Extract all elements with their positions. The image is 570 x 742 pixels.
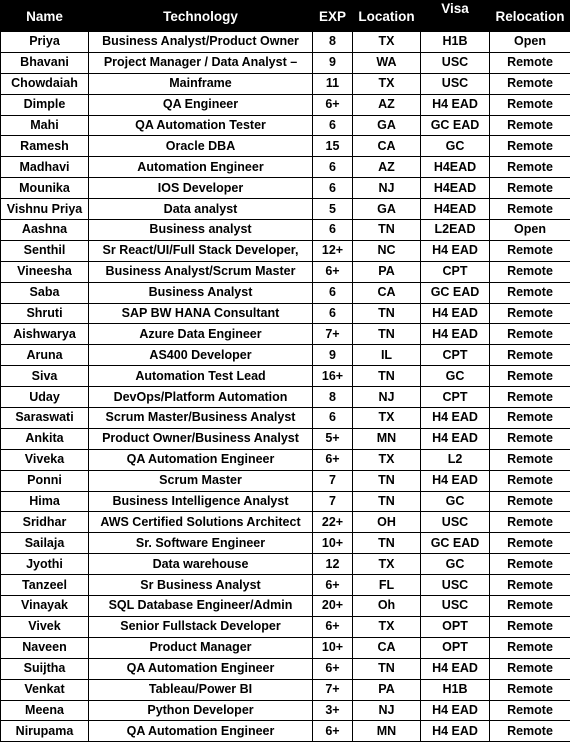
cell-name: Ankita [1,428,89,449]
cell-technology: Data warehouse [89,554,313,575]
table-row [1,616,570,637]
cell-visa: GC [421,366,490,387]
table-row [1,637,570,658]
cell-visa: CPT [421,387,490,408]
cell-name: Madhavi [1,157,89,178]
cell-name: Mounika [1,178,89,199]
cell-visa: H4 EAD [421,408,490,429]
cell-technology: Business Analyst/Product Owner [89,32,313,53]
table-row [1,32,570,53]
cell-technology: Scrum Master [89,470,313,491]
cell-technology: Python Developer [89,700,313,721]
cell-location: MN [353,721,421,742]
cell-location: TN [353,220,421,241]
cell-relocation: Remote [490,721,570,742]
cell-name: Vineesha [1,261,89,282]
header-exp: EXP [313,1,353,32]
cell-location: WA [353,52,421,73]
table-row [1,282,570,303]
cell-exp: 6+ [313,616,353,637]
cell-relocation: Remote [490,73,570,94]
cell-exp: 6 [313,282,353,303]
cell-technology: Sr. Software Engineer [89,533,313,554]
cell-relocation: Remote [490,700,570,721]
header-relocation: Relocation [490,1,570,32]
cell-visa: H4 EAD [421,658,490,679]
cell-relocation: Open [490,220,570,241]
table-row [1,428,570,449]
cell-relocation: Remote [490,52,570,73]
cell-exp: 6 [313,157,353,178]
cell-visa: GC EAD [421,533,490,554]
cell-name: Bhavani [1,52,89,73]
cell-location: TN [353,470,421,491]
cell-relocation: Remote [490,408,570,429]
table-row [1,220,570,241]
cell-technology: AWS Certified Solutions Architect [89,512,313,533]
cell-location: Oh [353,596,421,617]
cell-exp: 6 [313,408,353,429]
cell-location: IL [353,345,421,366]
cell-name: Ponni [1,470,89,491]
cell-visa: GC [421,136,490,157]
table-header [1,1,570,32]
cell-name: Aashna [1,220,89,241]
cell-relocation: Remote [490,157,570,178]
cell-relocation: Remote [490,303,570,324]
cell-name: Tanzeel [1,575,89,596]
cell-location: TN [353,491,421,512]
table-row [1,533,570,554]
cell-technology: QA Engineer [89,94,313,115]
cell-location: NJ [353,700,421,721]
cell-relocation: Remote [490,616,570,637]
cell-location: GA [353,199,421,220]
table-row [1,240,570,261]
table-row [1,554,570,575]
cell-visa: OPT [421,616,490,637]
cell-location: TX [353,408,421,429]
cell-relocation: Remote [490,324,570,345]
cell-visa: CPT [421,345,490,366]
cell-relocation: Remote [490,428,570,449]
cell-technology: DevOps/Platform Automation [89,387,313,408]
cell-name: Venkat [1,679,89,700]
cell-technology: Sr React/UI/Full Stack Developer, [89,240,313,261]
cell-relocation: Remote [490,470,570,491]
cell-technology: Business Analyst/Scrum Master [89,261,313,282]
cell-relocation: Remote [490,512,570,533]
table-row [1,449,570,470]
cell-name: Nirupama [1,721,89,742]
cell-location: TX [353,616,421,637]
cell-technology: Azure Data Engineer [89,324,313,345]
cell-relocation: Remote [490,366,570,387]
cell-exp: 6+ [313,575,353,596]
cell-visa: USC [421,52,490,73]
cell-technology: Business analyst [89,220,313,241]
table-row [1,408,570,429]
cell-exp: 6+ [313,449,353,470]
cell-relocation: Remote [490,596,570,617]
cell-name: Uday [1,387,89,408]
cell-visa: USC [421,73,490,94]
cell-location: TN [353,658,421,679]
cell-relocation: Remote [490,240,570,261]
cell-relocation: Remote [490,449,570,470]
cell-name: Shruti [1,303,89,324]
cell-exp: 7 [313,470,353,491]
cell-location: TX [353,554,421,575]
cell-exp: 11 [313,73,353,94]
cell-location: TX [353,449,421,470]
cell-visa: H1B [421,32,490,53]
table-row [1,721,570,742]
cell-location: NJ [353,178,421,199]
cell-visa: H4 EAD [421,94,490,115]
cell-visa: GC EAD [421,282,490,303]
table-row [1,303,570,324]
cell-exp: 8 [313,387,353,408]
table-row [1,387,570,408]
table-row [1,491,570,512]
cell-visa: H4 EAD [421,428,490,449]
cell-technology: Product Owner/Business Analyst [89,428,313,449]
cell-relocation: Remote [490,575,570,596]
cell-name: Sailaja [1,533,89,554]
cell-visa: GC EAD [421,115,490,136]
cell-location: AZ [353,157,421,178]
table-row [1,52,570,73]
cell-name: Mahi [1,115,89,136]
cell-location: CA [353,282,421,303]
cell-visa: H4EAD [421,199,490,220]
table-row [1,115,570,136]
cell-name: Saraswati [1,408,89,429]
cell-name: Vishnu Priya [1,199,89,220]
cell-location: NC [353,240,421,261]
table-row [1,658,570,679]
cell-name: Jyothi [1,554,89,575]
table-row [1,700,570,721]
table-row [1,470,570,491]
cell-name: Hima [1,491,89,512]
cell-exp: 6+ [313,721,353,742]
cell-visa: OPT [421,637,490,658]
cell-name: Meena [1,700,89,721]
cell-technology: Senior Fullstack Developer [89,616,313,637]
table-row [1,73,570,94]
cell-location: TN [353,533,421,554]
cell-exp: 20+ [313,596,353,617]
cell-technology: QA Automation Tester [89,115,313,136]
cell-location: FL [353,575,421,596]
cell-technology: Oracle DBA [89,136,313,157]
cell-exp: 22+ [313,512,353,533]
table-row [1,512,570,533]
cell-name: Dimple [1,94,89,115]
cell-technology: Product Manager [89,637,313,658]
cell-location: CA [353,637,421,658]
cell-visa: USC [421,596,490,617]
cell-technology: QA Automation Engineer [89,658,313,679]
cell-visa: L2 [421,449,490,470]
cell-visa: CPT [421,261,490,282]
cell-technology: Business Intelligence Analyst [89,491,313,512]
cell-visa: USC [421,575,490,596]
table-row [1,157,570,178]
cell-technology: Project Manager / Data Analyst – [89,52,313,73]
cell-location: NJ [353,387,421,408]
cell-exp: 6 [313,178,353,199]
cell-relocation: Remote [490,261,570,282]
cell-technology: Automation Test Lead [89,366,313,387]
cell-exp: 15 [313,136,353,157]
cell-technology: SAP BW HANA Consultant [89,303,313,324]
table-row [1,199,570,220]
cell-relocation: Remote [490,533,570,554]
cell-visa: H4 EAD [421,303,490,324]
cell-technology: QA Automation Engineer [89,721,313,742]
table-row [1,679,570,700]
header-visa: Visa [421,1,490,32]
cell-relocation: Remote [490,94,570,115]
cell-visa: H1B [421,679,490,700]
cell-location: MN [353,428,421,449]
cell-name: Aishwarya [1,324,89,345]
cell-exp: 9 [313,345,353,366]
cell-exp: 12+ [313,240,353,261]
cell-location: AZ [353,94,421,115]
cell-relocation: Remote [490,491,570,512]
cell-exp: 7+ [313,324,353,345]
cell-technology: Business Analyst [89,282,313,303]
cell-name: Siva [1,366,89,387]
cell-exp: 6+ [313,94,353,115]
cell-exp: 10+ [313,637,353,658]
cell-name: Aruna [1,345,89,366]
cell-relocation: Open [490,32,570,53]
header-name: Name [1,1,89,32]
cell-relocation: Remote [490,136,570,157]
table-row [1,324,570,345]
cell-exp: 5 [313,199,353,220]
header-location: Location [353,1,421,32]
cell-exp: 5+ [313,428,353,449]
cell-location: TX [353,32,421,53]
cell-exp: 6 [313,220,353,241]
cell-location: TN [353,303,421,324]
cell-relocation: Remote [490,554,570,575]
cell-exp: 6 [313,115,353,136]
header-technology: Technology [89,1,313,32]
cell-technology: QA Automation Engineer [89,449,313,470]
cell-exp: 6+ [313,261,353,282]
cell-relocation: Remote [490,115,570,136]
cell-name: Priya [1,32,89,53]
cell-visa: GC [421,491,490,512]
cell-exp: 16+ [313,366,353,387]
cell-technology: SQL Database Engineer/Admin [89,596,313,617]
cell-name: Saba [1,282,89,303]
cell-exp: 6 [313,303,353,324]
cell-location: GA [353,115,421,136]
cell-technology: IOS Developer [89,178,313,199]
cell-technology: Automation Engineer [89,157,313,178]
cell-name: Vinayak [1,596,89,617]
cell-exp: 8 [313,32,353,53]
cell-name: Ramesh [1,136,89,157]
cell-visa: L2EAD [421,220,490,241]
table-row [1,345,570,366]
cell-relocation: Remote [490,345,570,366]
cell-technology: Data analyst [89,199,313,220]
cell-exp: 10+ [313,533,353,554]
table-row [1,596,570,617]
cell-exp: 7 [313,491,353,512]
cell-visa: H4 EAD [421,470,490,491]
cell-exp: 7+ [313,679,353,700]
cell-technology: Mainframe [89,73,313,94]
cell-visa: H4 EAD [421,721,490,742]
table-body [1,32,570,742]
cell-name: Viveka [1,449,89,470]
cell-technology: Scrum Master/Business Analyst [89,408,313,429]
cell-relocation: Remote [490,658,570,679]
cell-technology: AS400 Developer [89,345,313,366]
table-row [1,366,570,387]
cell-visa: USC [421,512,490,533]
cell-visa: H4 EAD [421,324,490,345]
cell-name: Naveen [1,637,89,658]
cell-exp: 9 [313,52,353,73]
cell-visa: H4 EAD [421,700,490,721]
cell-visa: H4 EAD [421,240,490,261]
cell-location: TN [353,366,421,387]
cell-name: Chowdaiah [1,73,89,94]
cell-name: Sridhar [1,512,89,533]
table-row [1,178,570,199]
cell-relocation: Remote [490,178,570,199]
cell-visa: H4EAD [421,178,490,199]
cell-location: CA [353,136,421,157]
header-row [1,1,570,32]
cell-name: Suijtha [1,658,89,679]
cell-exp: 12 [313,554,353,575]
cell-relocation: Remote [490,282,570,303]
table-row [1,261,570,282]
cell-relocation: Remote [490,679,570,700]
table-row [1,575,570,596]
cell-location: PA [353,679,421,700]
cell-name: Vivek [1,616,89,637]
table-row [1,136,570,157]
table-row [1,94,570,115]
cell-location: TX [353,73,421,94]
cell-visa: GC [421,554,490,575]
cell-technology: Tableau/Power BI [89,679,313,700]
cell-technology: Sr Business Analyst [89,575,313,596]
cell-relocation: Remote [490,387,570,408]
cell-name: Senthil [1,240,89,261]
cell-exp: 6+ [313,658,353,679]
cell-location: OH [353,512,421,533]
cell-exp: 3+ [313,700,353,721]
cell-relocation: Remote [490,637,570,658]
cell-relocation: Remote [490,199,570,220]
cell-location: TN [353,324,421,345]
cell-visa: H4EAD [421,157,490,178]
cell-location: PA [353,261,421,282]
